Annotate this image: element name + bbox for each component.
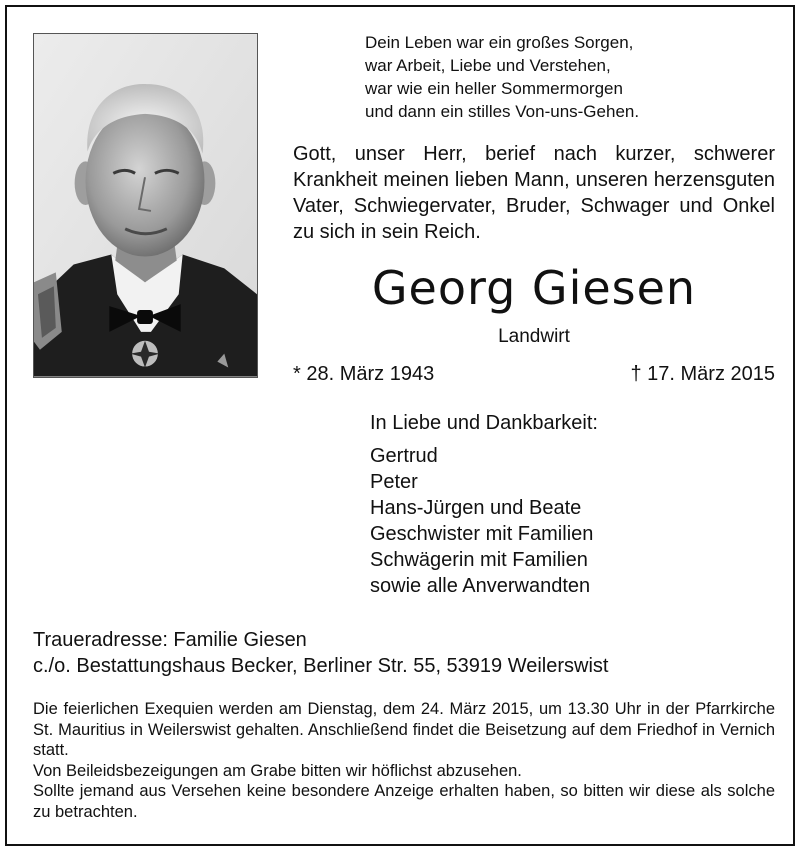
memorial-poem xyxy=(365,31,725,123)
poem-line: war Arbeit, Liebe und Verstehen, xyxy=(365,56,611,75)
mourner-name: Geschwister mit Familien xyxy=(370,523,594,545)
poem-line: war wie ein heller Sommermorgen xyxy=(365,79,623,98)
mourner-name: Hans-Jürgen und Beate xyxy=(370,497,582,519)
address-line-funeral-home: c./o. Bestattungshaus Becker, Berliner Str. 55, 53919 Weilerswist xyxy=(33,655,609,677)
mourner-name: sowie alle Anverwandten xyxy=(370,575,591,597)
deceased-profession: Landwirt xyxy=(498,326,570,347)
funeral-details xyxy=(33,699,775,822)
life-dates xyxy=(293,361,775,387)
mourner-name: Schwägerin mit Familien xyxy=(370,549,588,571)
mourner-name: Peter xyxy=(370,471,418,493)
portrait-photo xyxy=(33,33,258,378)
mourners-intro: In Liebe und Dankbarkeit: xyxy=(370,412,598,434)
notice-text: Sollte jemand aus Versehen keine besondere Anzeige erhalten haben, so bitten wir diese als solche zu betrachten. xyxy=(33,782,775,821)
portrait-image xyxy=(34,34,257,377)
obituary-notice xyxy=(5,5,795,846)
poem-line: und dann ein stilles Von-uns-Gehen. xyxy=(365,102,640,121)
death-date: † 17. März 2015 xyxy=(630,363,775,385)
deceased-name: Georg Giesen xyxy=(371,261,697,315)
address-line-family: Traueradresse: Familie Giesen xyxy=(33,629,307,651)
mourning-address xyxy=(33,627,773,679)
death-announcement: Gott, unser Herr, berief nach kurzer, schwerer Krankheit meinen lieben Mann, unseren herzensguten Vater, Schwiegervater, Bruder, Schwager und Onkel zu sich in sein Reich. xyxy=(293,143,775,243)
funeral-service-text: Die feierlichen Exequien werden am Dienstag, dem 24. März 2015, um 13.30 Uhr in der Pfarrkirche St. Mauritius in Weilerswist gehalten. Anschließend findet die Beisetzung auf dem Friedhof in Vernich statt. xyxy=(33,700,775,759)
condolences-text: Von Beileidsbezeigungen am Grabe bitten wir höflichst abzusehen. xyxy=(33,761,522,780)
birth-date: * 28. März 1943 xyxy=(293,363,435,385)
mourners-list xyxy=(370,443,760,599)
mourner-name: Gertrud xyxy=(370,445,438,467)
poem-line: Dein Leben war ein großes Sorgen, xyxy=(365,33,634,52)
